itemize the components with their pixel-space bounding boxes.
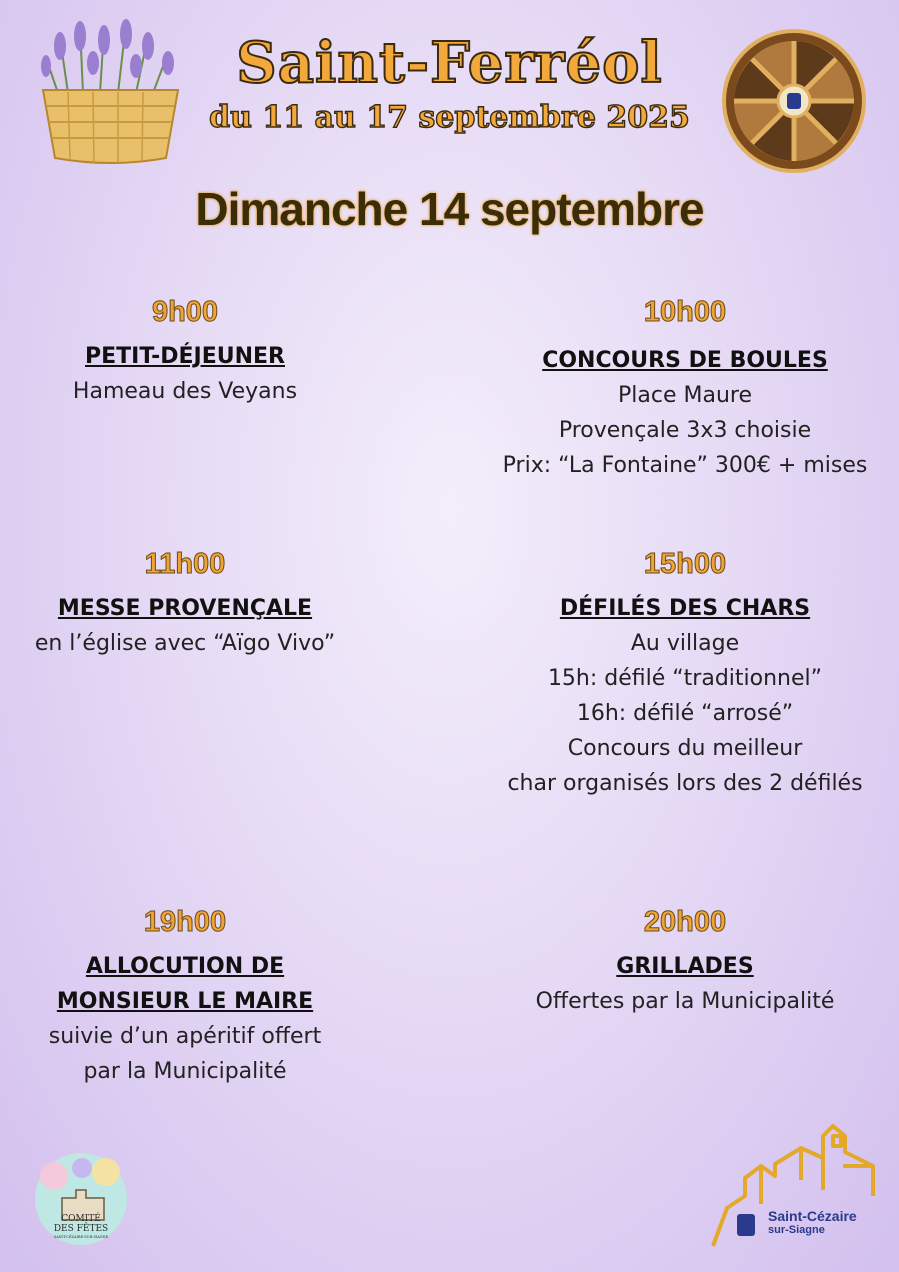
comite-line-1: COMITÉ <box>61 1214 101 1224</box>
event-time: 19h00 <box>143 906 227 938</box>
event-title-line: MONSIEUR LE MAIRE <box>56 989 314 1014</box>
event-detail: Provençale 3x3 choisie <box>558 418 812 443</box>
event-title: CONCOURS DE BOULES <box>542 348 828 373</box>
event-title: DÉFILÉS DES CHARS <box>559 596 811 621</box>
event-time: 20h00 <box>643 906 727 938</box>
event-detail: 15h: défilé “traditionnel” <box>547 666 823 691</box>
event-detail: en l’église avec “Aïgo Vivo” <box>34 631 336 656</box>
event-time: 15h00 <box>643 548 727 580</box>
event-detail: Prix: “La Fontaine” 300€ + mises <box>502 453 868 478</box>
event-detail: Place Maure <box>618 383 752 408</box>
event-time: 11h00 <box>144 548 226 580</box>
event-grillades <box>470 906 899 1019</box>
event-messe-provencale <box>15 548 355 661</box>
event-time: 9h00 <box>151 296 219 328</box>
comite-line-2: DES FÊTES <box>53 1224 109 1234</box>
festival-dates: du 11 au 17 septembre 2025 <box>209 100 690 135</box>
event-title: MESSE PROVENÇALE <box>57 596 313 621</box>
event-allocution-maire <box>15 906 355 1089</box>
event-detail: Au village <box>630 631 740 656</box>
event-defiles-chars <box>470 548 899 801</box>
event-concours-boules <box>470 296 899 483</box>
festival-title: Saint-Ferréol <box>236 30 663 96</box>
event-detail: Concours du meilleur <box>567 736 803 761</box>
event-detail: Offertes par la Municipalité <box>535 989 835 1014</box>
event-time: 10h00 <box>643 296 727 328</box>
event-petit-dejeuner <box>15 296 355 409</box>
comite-des-fetes-logo <box>32 1150 130 1248</box>
comite-small-text: SAINT-CÉZAIRE-SUR-SIAGNE <box>53 1235 109 1239</box>
event-detail: 16h: défilé “arrosé” <box>576 701 794 726</box>
day-heading: Dimanche 14 septembre <box>195 183 704 235</box>
town-name: Saint-Cézaire <box>768 1208 857 1224</box>
event-detail: suivie d’un apéritif offert <box>48 1024 322 1049</box>
event-title: PETIT-DÉJEUNER <box>85 344 285 369</box>
event-detail: par la Municipalité <box>83 1059 287 1084</box>
town-subname: sur-Siagne <box>768 1224 825 1236</box>
event-detail: Hameau des Veyans <box>72 379 298 404</box>
event-title: GRILLADES <box>616 954 754 979</box>
event-detail: char organisés lors des 2 défilés <box>507 771 863 796</box>
saint-cezaire-logo <box>705 1118 885 1250</box>
event-title-line: ALLOCUTION DE <box>85 954 285 979</box>
